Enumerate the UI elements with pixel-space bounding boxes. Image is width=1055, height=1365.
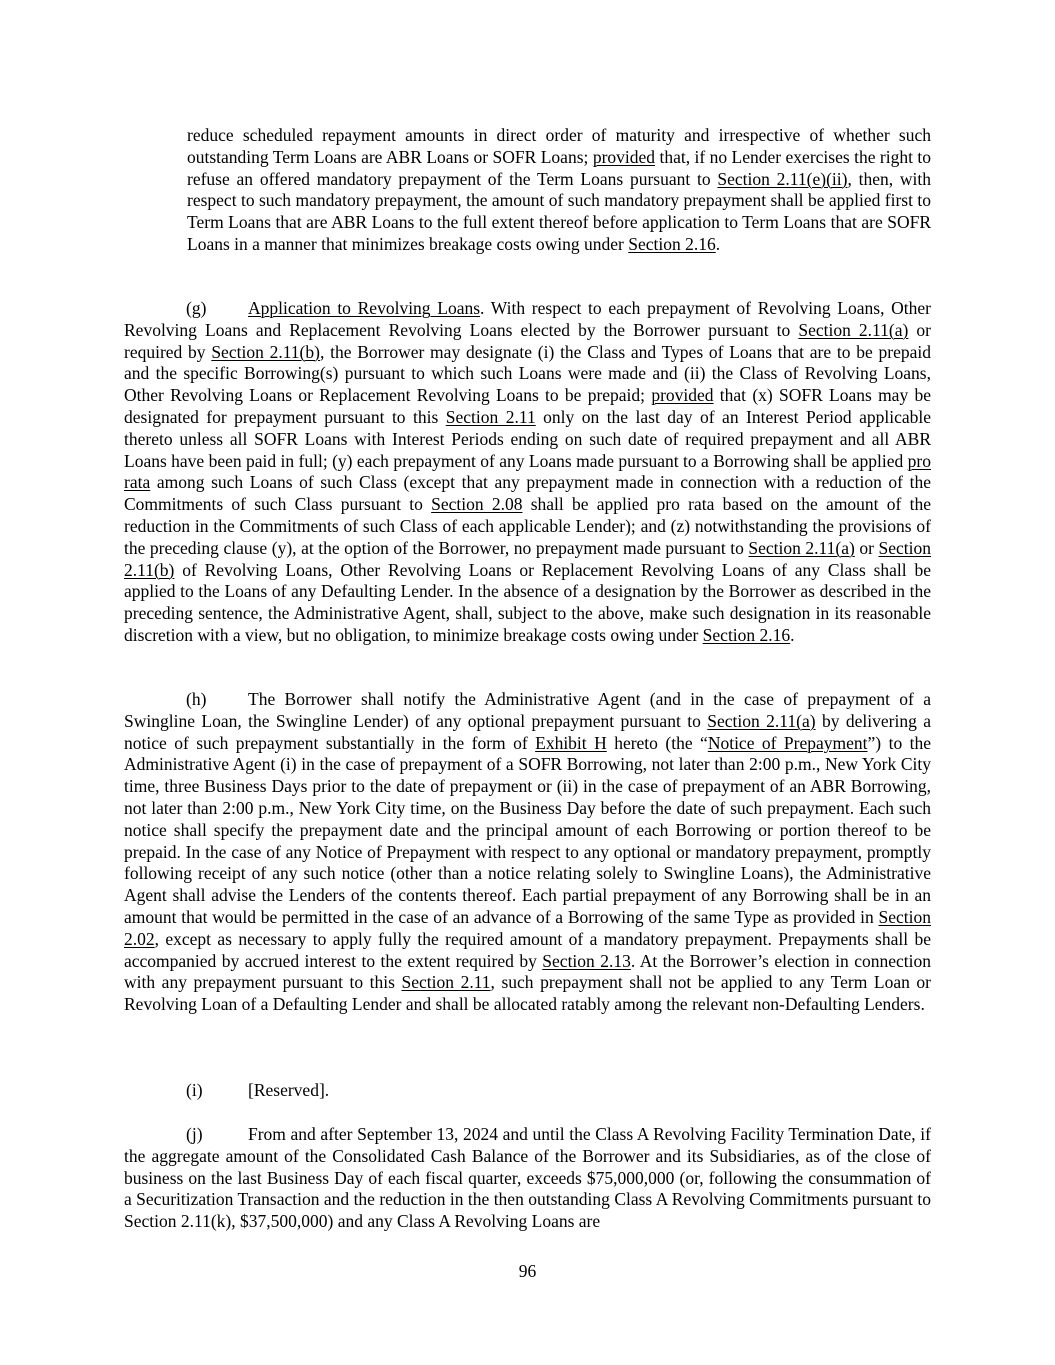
text-run: that, if no Lender exercises the right to refuse an offered mandatory prepayment of the Term Loans pursuant to xyxy=(187,146,932,189)
text-run: , then, with respect to such mandatory prepayment, the amount of such mandatory prepayment shall be applied first to Term Loans that are ABR Loans to the full extent thereof before application to Term Loans that are SOFR Loans in a manner that minimizes breakage costs owing under xyxy=(187,168,931,254)
section-reference: Section 2.11 xyxy=(445,406,536,427)
text-run: of Revolving Loans, Other Revolving Loans or Replacement Revolving Loans of any Class shall be applied to the Loans of any Defaulting Lender. In the absence of a designation by the Borrower as described in the preceding sentence, the Administrative Agent, shall, subject to the above, make such designation in its reasonable discretion with a view, but no obligation, to minimize breakage costs owing under xyxy=(124,559,931,645)
text-run: among such Loans of such Class (except that any prepayment made in connection with a reduction of the Commitments of such Class pursuant to xyxy=(124,472,931,515)
text-run: The Borrower shall notify the Administrative Agent (and in the case of prepayment of a Swingline Loan, the Swingline Lender) of any optional prepayment pursuant to xyxy=(124,689,931,731)
paragraph-label: (j) xyxy=(186,1124,203,1144)
provided-term: provided xyxy=(651,385,714,406)
section-reference: Section 2.02 xyxy=(124,906,931,949)
text-run: only on the last day of an Interest Period applicable thereto unless all SOFR Loans with Interest Periods ending on such date of required prepayment and all ABR Loans have been paid in full; (y) each prepayment of any Loans made pursuant to a Borrowing shall be applied xyxy=(124,406,932,471)
text-run: . At the Borrower’s election in connection with any prepayment pursuant to this xyxy=(124,950,932,993)
defined-term: Notice of Prepayment xyxy=(707,732,868,753)
paragraph-i xyxy=(124,1080,931,1102)
text-run: . xyxy=(715,233,721,254)
paragraph-j xyxy=(124,1124,931,1233)
text-run: From and after September 13, 2024 and until the Class A Revolving Facility Termination Date, if the aggregate amount of the Consolidated Cash Balance of the Borrower and its Subsidiaries, as of the close of business on the last Business Day of each fiscal quarter, exceeds $75,000,000 (or, following the consummation of a Securitization Transaction and the reduction in the then outstanding Class A Revolving Commitments pursuant to Section 2.11(k), $37,500,000) and any Class A Revolving Loans are xyxy=(124,1124,931,1232)
text-run: , the Borrower may designate (i) the Class and Types of Loans that are to be prepaid and the specific Borrowing(s) pursuant to which such Loans were made and (ii) the Class of Revolving Loans, Other Revolving Loans or Replacement Revolving Loans to be prepaid; xyxy=(124,341,931,406)
text-run: . With respect to each prepayment of Revolving Loans, Other Revolving Loans and Replacement Revolving Loans elected by the Borrower pursuant to xyxy=(124,298,931,340)
paragraph-h xyxy=(124,689,931,1016)
page-number: 96 xyxy=(518,1261,537,1281)
section-reference: Section 2.11(b) xyxy=(124,537,931,580)
text-run: [Reserved]. xyxy=(248,1080,330,1100)
paragraph-f-continuation xyxy=(187,125,931,256)
section-reference: Section 2.16 xyxy=(702,624,791,645)
text-run: hereto (the “ xyxy=(606,732,708,753)
section-reference: Section 2.11(a) xyxy=(798,319,909,340)
text-run: shall be applied pro rata based on the amount of the reduction in the Commitments of such Class of each applicable Lender); and (z) notwithstanding the provisions of the preceding clause (y), at the option of the Borrower, no prepayment made pursuant to xyxy=(124,494,931,558)
text-run: , such prepayment shall not be applied to any Term Loan or Revolving Loan of a Defaulting Lender and shall be allocated ratably among the relevant non-Defaulting Lenders. xyxy=(124,972,931,1015)
text-run: or xyxy=(854,537,879,558)
text-run: , except as necessary to apply fully the required amount of a mandatory prepayment. Prepayments shall be accompanied by accrued interest to the extent required by xyxy=(124,928,931,971)
section-reference: Section 2.11(a) xyxy=(748,537,855,558)
paragraph-label: (i) xyxy=(186,1080,203,1100)
latin-term: pro xyxy=(907,450,931,471)
text-run: by delivering a notice of such prepayment substantially in the form of xyxy=(124,710,932,753)
paragraph-label: (g) xyxy=(186,298,207,318)
paragraph-heading: Application to Revolving Loans xyxy=(248,298,481,318)
exhibit-reference: Exhibit H xyxy=(535,732,607,753)
section-reference: Section 2.11 xyxy=(401,972,491,993)
text-run: reduce scheduled repayment amounts in direct order of maturity and irrespective of whether such outstanding Term Loans are ABR Loans or SOFR Loans; xyxy=(187,125,931,167)
text-run: or required by xyxy=(124,319,932,362)
section-reference: Section 2.11(a) xyxy=(707,710,816,731)
section-reference: Section 2.08 xyxy=(431,494,523,515)
text-run: ”) to the Administrative Agent (i) in the case of prepayment of a SOFR Borrowing, not later than 2:00 p.m., New York City time, three Business Days prior to the date of prepayment or (ii) in the case of prepayment of an ABR Borrowing, not later than 2:00 p.m., New York City time, on the Business Day before the date of such prepayment. Each such notice shall specify the prepayment date and the principal amount of each Borrowing or portion thereof to be prepaid. In the case of any Notice of Prepayment with respect to any optional or mandatory prepayment, promptly following receipt of any such notice (other than a notice relating solely to Swingline Loans), the Administrative Agent shall advise the Lenders of the contents thereof. Each partial prepayment of any Borrowing shall be in an amount that would be permitted in the case of an advance of a Borrowing of the same Type as provided in xyxy=(124,732,932,927)
section-reference: Section 2.11(b) xyxy=(211,341,320,362)
provided-term: provided xyxy=(592,146,656,167)
section-reference: Section 2.11(e)(ii) xyxy=(717,168,848,189)
paragraph-label: (h) xyxy=(186,689,207,709)
text-run: . xyxy=(790,624,795,645)
section-reference: Section 2.13 xyxy=(542,950,631,971)
section-reference: Section 2.16 xyxy=(628,233,716,254)
paragraph-g xyxy=(124,298,931,647)
text-run: that (x) SOFR Loans may be designated for prepayment pursuant to this xyxy=(124,385,931,427)
latin-term: rata xyxy=(124,472,151,493)
